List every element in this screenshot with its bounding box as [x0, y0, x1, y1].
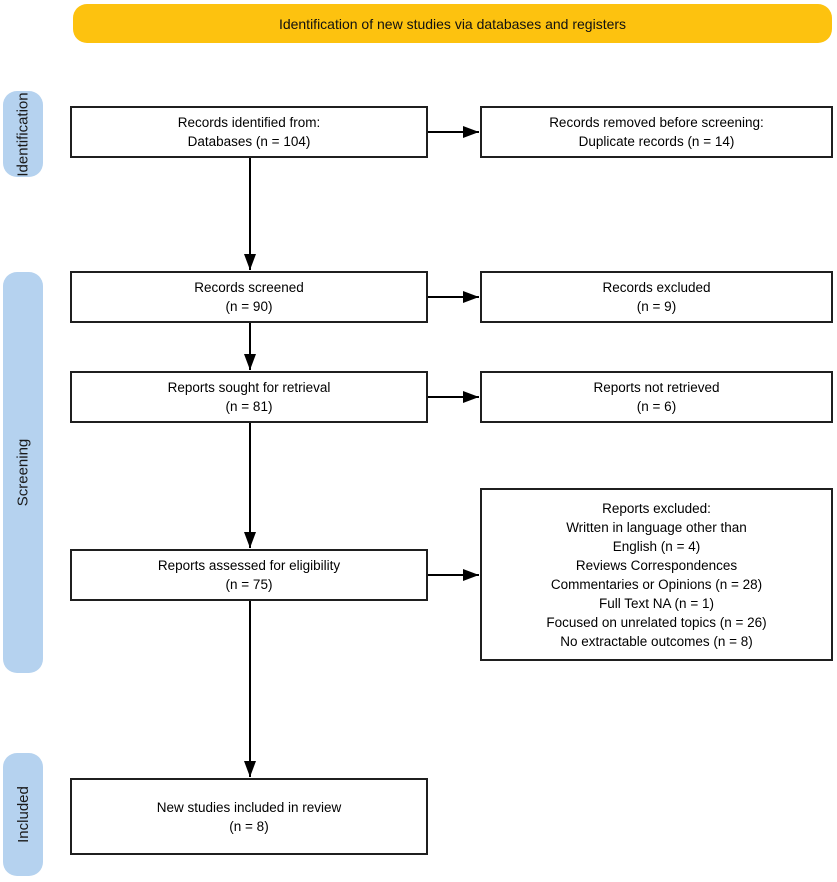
box-line: Focused on unrelated topics (n = 26)	[546, 614, 767, 630]
box-line: Reports not retrieved	[593, 380, 720, 395]
box-line: Records excluded	[602, 280, 711, 295]
box-records-identified	[70, 106, 428, 158]
box-new-studies-included	[70, 778, 428, 855]
box-line: Records identified from:	[177, 115, 321, 130]
box-line: New studies included in review	[156, 799, 342, 815]
diagram-title-banner	[73, 4, 832, 43]
box-reports-assessed	[70, 549, 428, 601]
stage-label-screening-text: Screening	[14, 438, 32, 507]
stage-label-screening	[3, 272, 43, 673]
stage-label-identification-text: Identification	[14, 91, 32, 177]
box-line: (n = 81)	[225, 399, 273, 414]
box-line: (n = 9)	[636, 299, 677, 314]
box-records-removed	[480, 106, 833, 158]
box-line: Databases (n = 104)	[187, 134, 311, 149]
box-records-screened	[70, 271, 428, 323]
box-reports-not-retrieved	[480, 371, 833, 423]
box-line: Reviews Correspondences	[575, 557, 738, 573]
box-line: Records removed before screening:	[549, 115, 764, 130]
box-line: (n = 8)	[229, 818, 269, 834]
box-line: (n = 90)	[225, 299, 273, 314]
box-line: Records screened	[194, 280, 304, 295]
box-line: Commentaries or Opinions (n = 28)	[550, 576, 763, 592]
box-line: Reports assessed for eligibility	[157, 558, 341, 573]
stage-label-included	[3, 753, 43, 876]
box-reports-sought	[70, 371, 428, 423]
box-reports-excluded	[480, 488, 833, 661]
box-line: No extractable outcomes (n = 8)	[560, 633, 753, 649]
box-line: Reports excluded:	[602, 500, 711, 516]
box-line: English (n = 4)	[612, 538, 701, 554]
box-line: (n = 6)	[636, 399, 677, 414]
box-line: Full Text NA (n = 1)	[599, 595, 714, 611]
box-line: Reports sought for retrieval	[167, 380, 331, 395]
box-records-excluded	[480, 271, 833, 323]
box-line: (n = 75)	[225, 577, 273, 592]
stage-label-included-text: Included	[14, 786, 32, 843]
box-line: Duplicate records (n = 14)	[578, 134, 735, 149]
box-line: Written in language other than	[566, 519, 747, 535]
diagram-title: Identification of new studies via databases and registers	[278, 15, 627, 32]
stage-label-identification	[3, 91, 43, 177]
